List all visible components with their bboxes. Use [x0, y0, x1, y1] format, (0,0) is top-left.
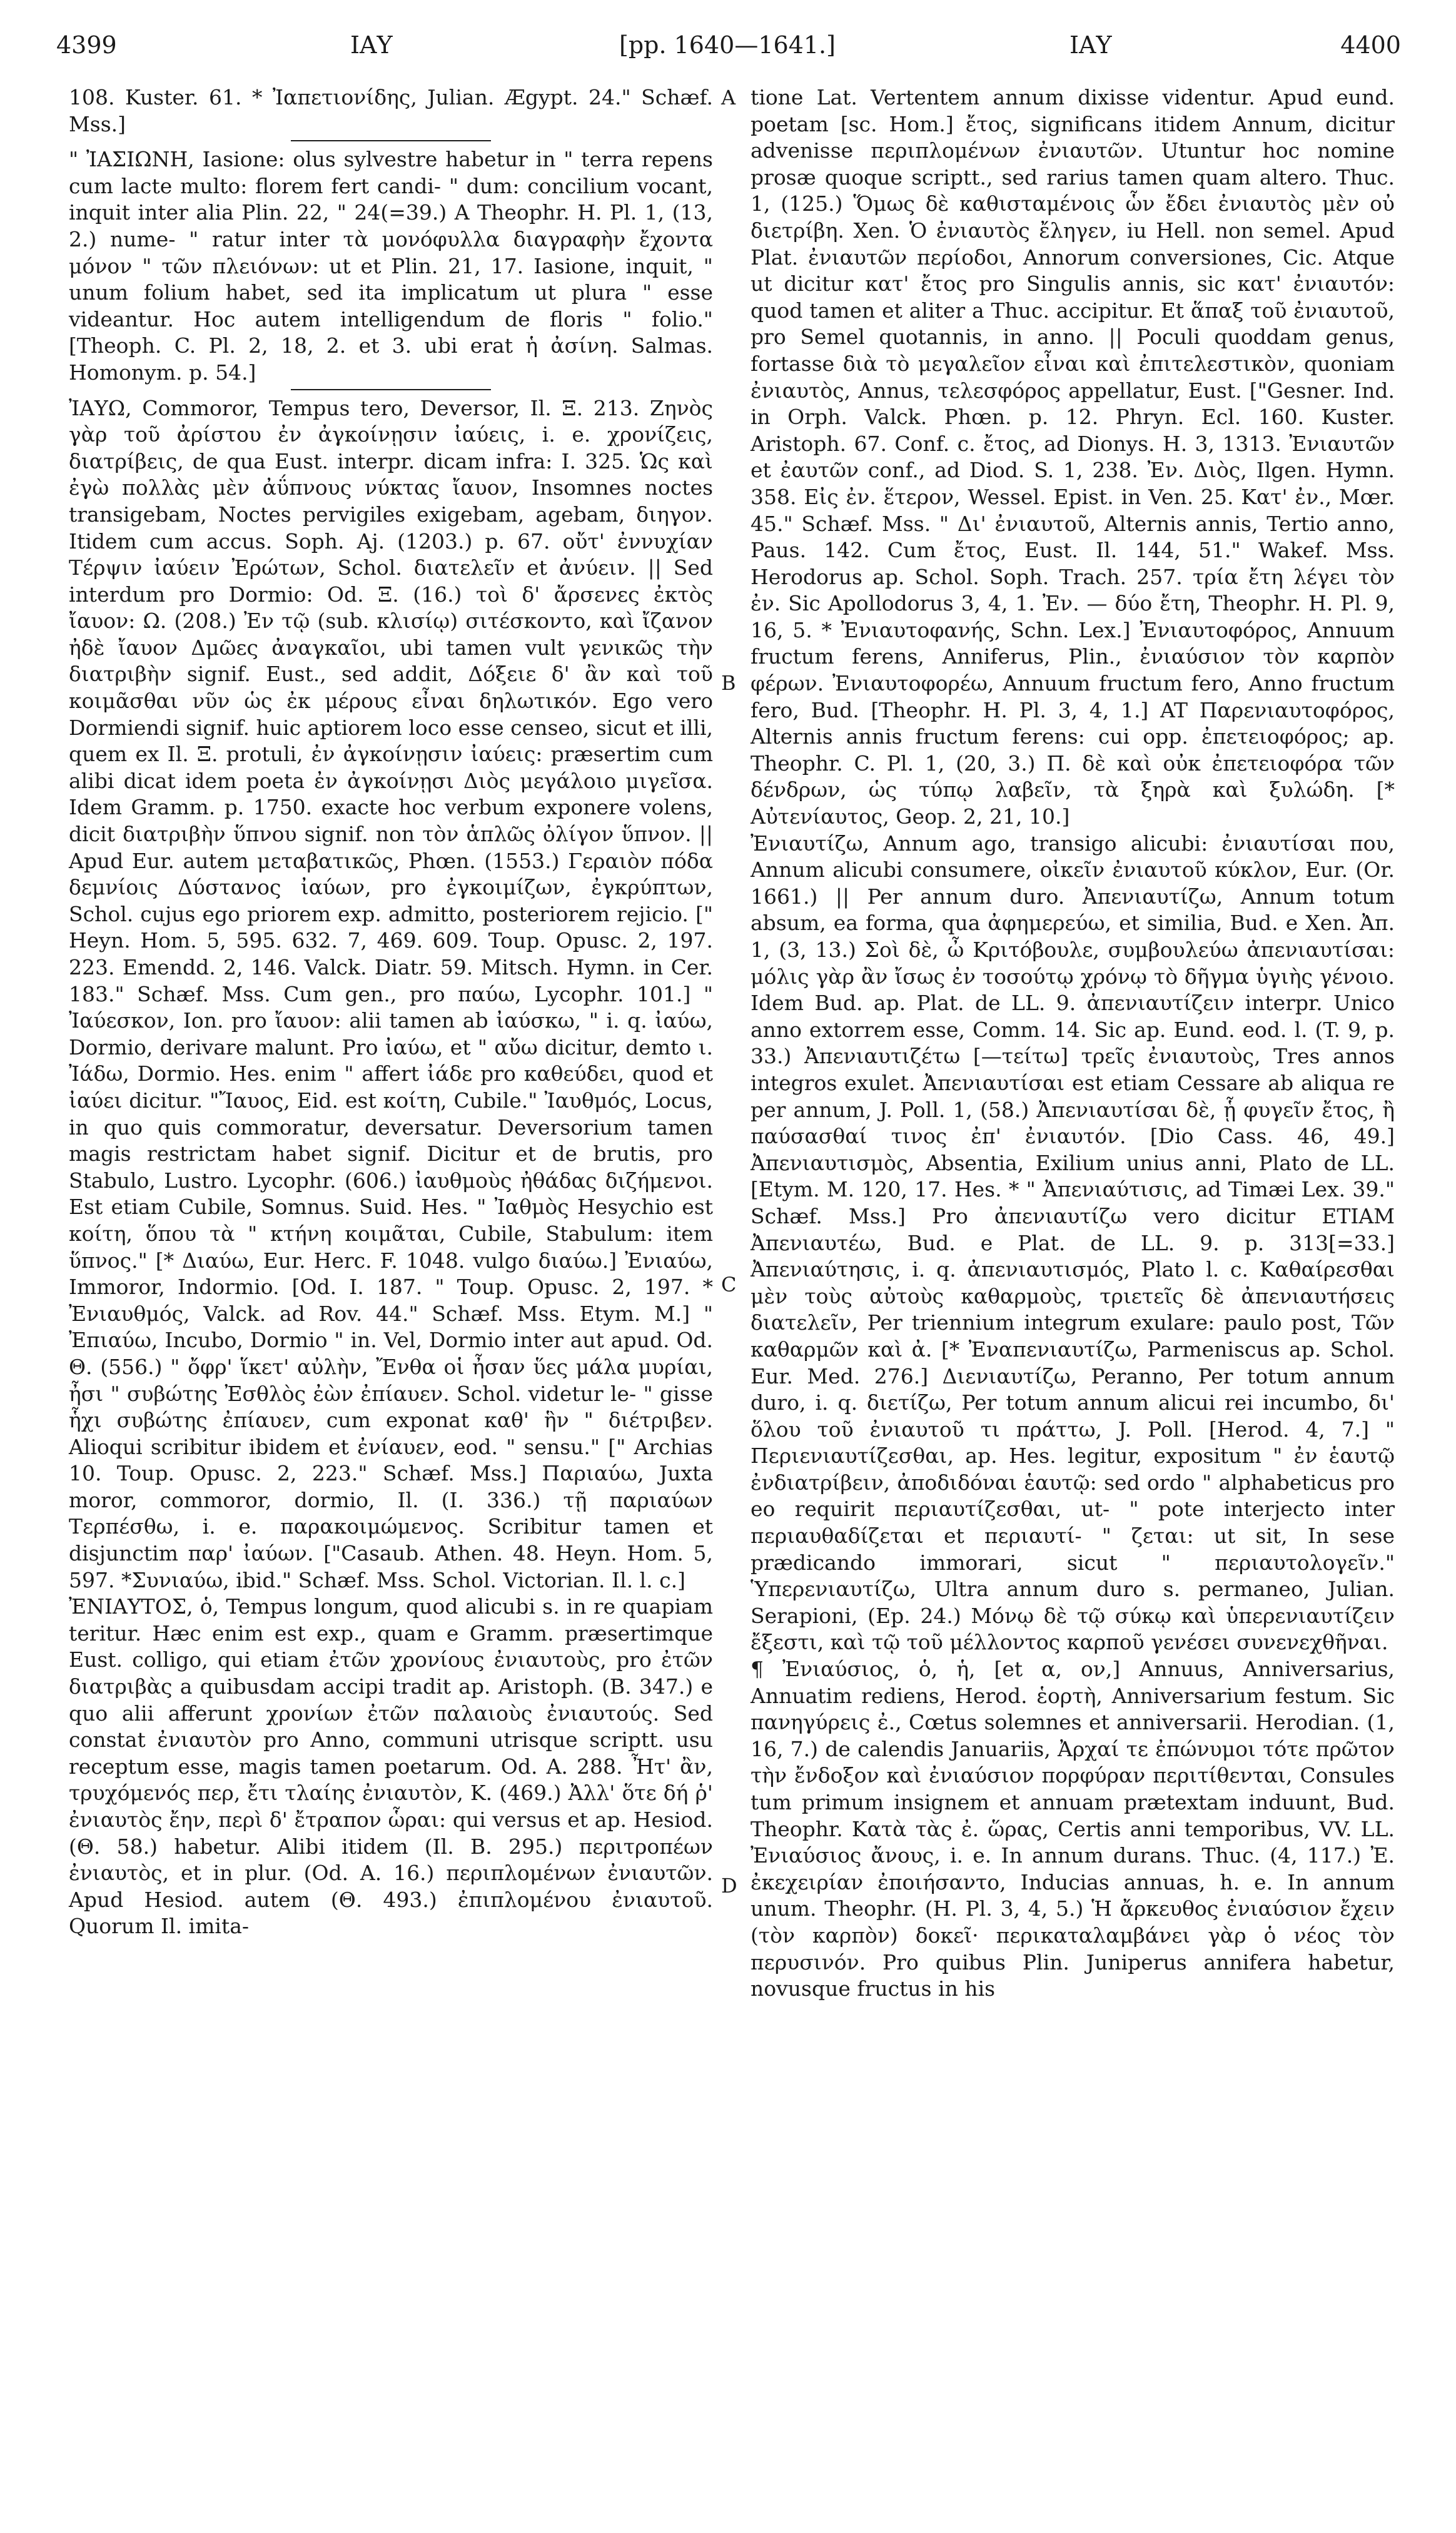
divider: [291, 140, 491, 141]
gutter-marker-b: B: [721, 671, 736, 695]
entry-paragraph: ¶ Ἐνιαύσιος, ὁ, ἡ, [et α, ον,] Annuus, Anniversarius, Annuatim rediens, Herod. ἑορτὴ, Anniversarium festum. Sic πανηγύρεις ἐ., Cœtus solemnes et anniversarii. Herodian. (1, 16, 7.) de calendis Januariis, Ἀρχαί τε ἐπώνυμοι τότε πρῶτον τὴν ἔνδοξον καὶ ἐνιαύσιον πορφύραν περιτίθενται, Consules tum primum insignem et annuam prætextam induunt, Bud. Theophr. Κατὰ τὰς ἐ. ὥρας, Certis anni temporibus, VV. LL. Ἐνιαύσιος ἄνους, i. e. In annum durans. Thuc. (4, 117.) Ἐ. ἐκεχειρίαν ἐποιήσαντο, Inducias annuas, h. e. In annum unum. Theophr. (H. Pl. 3, 4, 5.) Ἡ ἄρκευθος ἐνιαύσιον ἔχειν (τὸν καρπὸν) δοκεῖ· περικαταλαμβάνει γὰρ ὁ νέος τὸν περυσινόν. Pro quibus Plin. Juniperus annifera habetur, novusque fructus in his: [751, 1657, 1395, 2001]
right-running-head: ΙΑΥ: [1069, 31, 1112, 59]
entry-paragraph: Ἐνιαυτίζω, Annum ago, transigo alicubi: ἐνιαυτίσαι που, Annum alicubi consumere, οἰκεῖν ἐνιαυτοῦ κύκλον, Eur. (Or. 1661.) || Per annum duro. Ἀπενιαυτίζω, Annum totum absum, ea forma, qua ἀφημερεύω, et similia, Bud. e Xen. Ἀπ. 1, (3, 13.) Σοὶ δὲ, ὦ Κριτόβουλε, συμβουλεύω ἀπενιαυτίσαι: μόλις γὰρ ἂν ἴσως ἐν τοσούτῳ χρόνῳ τὸ δῆγμα ὑγιὴς γένοιο. Idem Bud. ap. Plat. de LL. 9. ἀπενιαυτίζειν interpr. Unico anno extorrem esse, Comm. 14. Sic ap. Eund. eod. l. (T. 9, p. 33.) Ἀπενιαυτιζέτω [—τείτω] τρεῖς ἐνιαυτοὺς, Tres annos integros exulet. Ἀπενιαυτίσαι est etiam Cessare ab aliqua re per annum, J. Poll. 1, (58.) Ἀπενιαυτίσαι δὲ, ᾗ φυγεῖν ἔτος, ἢ παύσασθαί τινος ἐπ' ἐνιαυτόν. [Dio Cass. 46, 49.] Ἀπενιαυτισμὸς, Absentia, Exilium unius anni, Plato de LL. [Etym. M. 120, 17. Hes. * " Ἀπενιαύτισις, ad Timæi Lex. 39." Schæf. Mss.] Pro ἀπενιαυτίζω vero dicitur ETIAM Ἀπενιαυτέω, Bud. e Plat. de LL. 9. p. 313[=33.] Ἀπενιαύτησις, i. q. ἀπενιαυτισμός, Plato l. c. Καθαίρεσθαι μὲν τοὺς αὐτοὺς καθαρμοὺς, τριετεῖς δὲ ἀπενιαυτήσεις διατελεῖν, Per triennium integrum exulare: paulo post, Τῶν καθαρμῶν καὶ ἀ. [* Ἐναπενιαυτίζω, Parmeniscus ap. Schol. Eur. Med. 276.] Διενιαυτίζω, Peranno, Per totum annum duro, i. q. διετίζω, Per totum annum alicui rei incumbo, δι' ὅλου τοῦ ἐνιαυτοῦ τι πράττω, J. Poll. [Herod. 4, 7.] " Περιενιαυτίζεσθαι, ap. Hes. legitur, expositum " ἐν ἑαυτῷ ἐνδιατρίβειν, ἀποδιδόναι ἑαυτῷ: sed ordo " alphabeticus pro eo requirit περιαυτίζεσθαι, ut- " pote interjecto inter περιαυθαδίζεται et περιαυτί- " ζεται: ut sit, In sese prædicando immorari, sicut " περιαυτολογεῖν." Ὑπερενιαυτίζω, Ultra annum duro s. permaneo, Julian. Serapioni, (Ep. 24.) Μόνῳ δὲ τῷ σύκῳ καὶ ὑπερενιαυτίζειν ἔξεστι, καὶ τῷ τοῦ μέλλοντος καρποῦ γενέσει συνενεχθῆναι.: [751, 831, 1395, 1655]
page-range: [pp. 1640—1641.]: [619, 31, 836, 59]
gutter-marker-c: C: [721, 1273, 737, 1297]
left-page-number: 4399: [56, 31, 117, 59]
entry-paragraph: ἸΑΥΩ, Commoror, Tempus tero, Deversor, Il. Ξ. 213. Ζηνὸς γὰρ τοῦ ἀρίστου ἐν ἀγκοίνῃσιν ἰαύεις, i. e. χρονίζεις, διατρίβεις, de qua Eust. interpr. dicam infra: I. 325. Ὡς καὶ ἐγὼ πολλὰς μὲν ἀΰπνους νύκτας ἴαυον, Insomnes noctes transigebam, Noctes pervigiles exigebam, agebam, διηγον. Itidem cum accus. Soph. Aj. (1203.) p. 67. οὔτ' ἐννυχίαν Τέρψιν ἰαύειν Ἐρώτων, Schol. διατελεῖν et ἀνύειν. || Sed interdum pro Dormio: Od. Ξ. (16.) τοὶ δ' ἄρσενες ἐκτὸς ἴαυον: Ω. (208.) Ἐν τῷ (sub. κλισίῳ) σιτέσκοντο, καὶ ἴζανον ἠδὲ ἴαυον Δμῶες ἀναγκαῖοι, ubi tamen vult γενικῶς τὴν διατριβὴν signif. Eust., sed addit, Δόξειε δ' ἂν καὶ τοῦ κοιμᾶσθαι νῦν ὡς ἐκ μέρους εἶναι δηλωτικόν. Ego vero Dormiendi signif. huic aptiorem loco esse censeo, sicut et illi, quem ex Il. Ξ. protuli, ἐν ἀγκοίνῃσιν ἰαύεις: præsertim cum alibi dicat idem poeta ἐν ἀγκοίνῃσι Διὸς μεγάλοιο μιγεῖσα. Idem Gramm. p. 1750. exacte hoc verbum exponere volens, dicit διατριβὴν ὕπνου signif. non τὸν ἁπλῶς ὀλίγον ὕπνον. || Apud Eur. autem μεταβατικῶς, Phœn. (1553.) Γεραιὸν πόδα δεμνίοις Δύστανος ἰαύων, pro ἐγκοιμίζων, ἐγκρύπτων, Schol. cujus ego priorem exp. admitto, posteriorem rejicio. [" Heyn. Hom. 5, 595. 632. 7, 469. 609. Toup. Opusc. 2, 197. 223. Emendd. 2, 146. Valck. Diatr. 59. Mitsch. Hymn. in Cer. 183." Schæf. Mss. Cum gen., pro παύω, Lycophr. 101.] " Ἰαύεσκον, Ion. pro ἴαυον: alii tamen ab ἰαύσκω, " i. q. ἰαύω, Dormio, derivare malunt. Pro ἰαύω, et " αὔω dicitur, demto ι. Ἰάδω, Dormio. Hes. enim " affert ἰάδε pro καθεύδει, quod et ἰαύει dicitur. "Ἴαυος, Eid. est κοίτη, Cubile." Ἰαυθμός, Locus, in quo quis commoratur, deversatur. Deversorium tamen magis restrictam habet signif. Dicitur et de brutis, pro Stabulo, Lustro. Lycophr. (606.) ἰαυθμοὺς ἠθάδας διζήμενοι. Est etiam Cubile, Somnus. Suid. Hes. " Ἰαθμὸς Hesychio est κοίτη, ὅπου τὰ " κτήνη κοιμᾶται, Cubile, Stabulum: item ὕπνος." [* Διαύω, Eur. Herc. F. 1048. vulgo διαύω.] Ἐνιαύω, Immoror, Indormio. [Od. I. 187. " Toup. Opusc. 2, 197. * Ἐνιαυθμός, Valck. ad Rov. 44." Schæf. Mss. Etym. M.] " Ἐπιαύω, Incubo, Dormio " in. Vel, Dormio inter aut apud. Od. Θ. (556.) " ὄφρ' ἵκετ' αὐλὴν, Ἔνθα οἱ ἦσαν ὕες μάλα μυρίαι, ἦσι " συβώτης Ἐσθλὸς ἐὼν ἐπίαυεν. Schol. videtur le- " gisse ἧχι συβώτης ἐπίαυεν, cum exponat καθ' ἣν " διέτριβεν. Alioqui scribitur ibidem et ἐνίαυεν, eod. " sensu." [" Archias 10. Toup. Opusc. 2, 223." Schæf. Mss.] Παριαύω, Juxta moror, commoror, dormio, Il. (I. 336.) τῇ παριαύων Τερπέσθω, i. e. παρακοιμώμενος. Scribitur tamen et disjunctim παρ' ἰαύων. ["Casaub. Athen. 48. Heyn. Hom. 5, 597. *Συνιαύω, ibid." Schæf. Mss. Schol. Victorian. Il. l. c.]: [69, 395, 713, 1592]
gutter-marker-a: A: [721, 86, 736, 109]
entry-paragraph: " ἸΑΣΙΩΝΗ, Iasione: olus sylvestre habetur in " terra repens cum lacte multo: florem fert candi- " dum: concilium vocant, inquit inter alia Plin. 22, " 24(=39.) A Theophr. H. Pl. 1, (13, 2.) nume- " ratur inter τὰ μονόφυλλα διαγραφὴν ἔχοντα μόνον " τῶν πλειόνων: ut et Plin. 21, 17. Iasione, inquit, " unum folium habet, sed ita implicatum ut plura " esse videantur. Hoc autem intelligendum de floris " folio." [Theoph. C. Pl. 2, 18, 2. et 3. ubi erat ἡ ἀσίνη. Salmas. Homonym. p. 54.]: [69, 147, 713, 385]
divider: [291, 389, 491, 390]
entry-paragraph: 108. Kuster. 61. * Ἰαπετιονίδης, Julian. Ægypt. 24." Schæf. Mss.]: [69, 85, 713, 136]
page-header: [56, 31, 1401, 69]
left-column: [69, 84, 713, 1940]
gutter-marker-d: D: [721, 1874, 737, 1898]
entry-paragraph: tione Lat. Vertentem annum dixisse videntur. Apud eund. poetam [sc. Hom.] ἔτος, significans itidem Annum, dicitur advenisse περιπλομένων ἐνιαυτῶν. Utuntur hoc nomine prosæ quoque scriptt., sed rarius tamen quam altero. Thuc. 1, (125.) Ὅμως δὲ καθισταμένοις ὧν ἔδει ἐνιαυτὸς μὲν οὐ διετρίβη. Xen. Ὁ ἐνιαυτὸς ἔληγεν, iu Hell. non semel. Apud Plat. ἐνιαυτῶν περίοδοι, Annorum conversiones, Cic. Atque ut dicitur κατ' ἔτος pro Singulis annis, sic κατ' ἐνιαυτόν: quod tamen et aliter a Thuc. accipitur. Et ἅπαξ τοῦ ἐνιαυτοῦ, pro Semel quotannis, in anno. || Poculi quoddam genus, fortasse διὰ τὸ μεγαλεῖον εἶναι καὶ ἐπιτελεστικὸν, quoniam ἐνιαυτὸς, Annus, τελεσφόρος appellatur, Eust. ["Gesner. Ind. in Orph. Valck. Phœn. p. 12. Phryn. Ecl. 160. Kuster. Aristoph. 67. Conf. c. ἔτος, ad Dionys. H. 3, 1313. Ἐνιαυτῶν et ἐαυτῶν conf., ad Diod. S. 1, 238. Ἐν. Διὸς, Ilgen. Hymn. 358. Εἰς ἐν. ἕτερον, Wessel. Epist. in Ven. 25. Κατ' ἐν., Mœr. 45." Schæf. Mss. " Δι' ἐνιαυτοῦ, Alternis annis, Tertio anno, Paus. 142. Cum ἔτος, Eust. Il. 144, 51." Wakef. Mss. Herodorus ap. Schol. Soph. Trach. 257. τρία ἔτη λέγει τὸν ἐν. Sic Apollodorus 3, 4, 1. Ἐν. — δύο ἔτη, Theophr. H. Pl. 9, 16, 5. * Ἐνιαυτοφανής, Schn. Lex.] Ἐνιαυτοφόρος, Annuum fructum ferens, Anniferus, Plin., ἐνιαύσιον τὸν καρπὸν φέρων. Ἐνιαυτοφορέω, Annuum fructum fero, Anno fructum fero, Bud. [Theophr. H. Pl. 3, 4, 1.] AT Παρενιαυτοφόρος, Alternis annis fructum ferens: cui opp. ἐπετειοφόρος; ap. Theophr. C. Pl. 1, (20, 3.) Π. δὲ καὶ οὐκ ἐπετειοφόρα τῶν δένδρων, ὡς τύπῳ λαβεῖν, τὰ ξηρὰ καὶ ξυλώδη. [* Αὐτενίαυτος, Geop. 2, 21, 10.]: [751, 85, 1395, 829]
right-page-number: 4400: [1340, 31, 1401, 59]
entry-paragraph: ἘΝΙΑΥΤΟΣ, ὁ, Tempus longum, quod alicubi s. in re quapiam teritur. Hæc enim est exp., quam e Gramm. præsertimque Eust. colligo, qui etiam ἐτῶν χρονίους ἐνιαυτοὺς, pro ἐτῶν διατριβὰς a quibusdam accipi tradit ap. Aristoph. (B. 347.) e quo alii afferunt χρονίων ἐτῶν παλαιοὺς ἐνιαυτούς. Sed constat ἐνιαυτὸν pro Anno, communi utrisque scriptt. usu receptum esse, magis tamen poetarum. Od. A. 288. Ἦτ' ἂν, τρυχόμενός περ, ἔτι τλαίης ἐνιαυτὸν, K. (469.) Ἀλλ' ὅτε δή ῥ' ἐνιαυτὸς ἔην, περὶ δ' ἔτραπον ὧραι: qui versus et ap. Hesiod. (Θ. 58.) habetur. Alibi itidem (Il. B. 295.) περιτροπέων ἐνιαυτὸς, et in plur. (Od. A. 16.) περιπλομένων ἐνιαυτῶν. Apud Hesiod. autem (Θ. 493.) ἐπιπλομένου ἐνιαυτοῦ. Quorum Il. imita-: [69, 1594, 713, 1939]
right-column: [751, 84, 1395, 2003]
left-running-head: ΙΑΥ: [350, 31, 393, 59]
